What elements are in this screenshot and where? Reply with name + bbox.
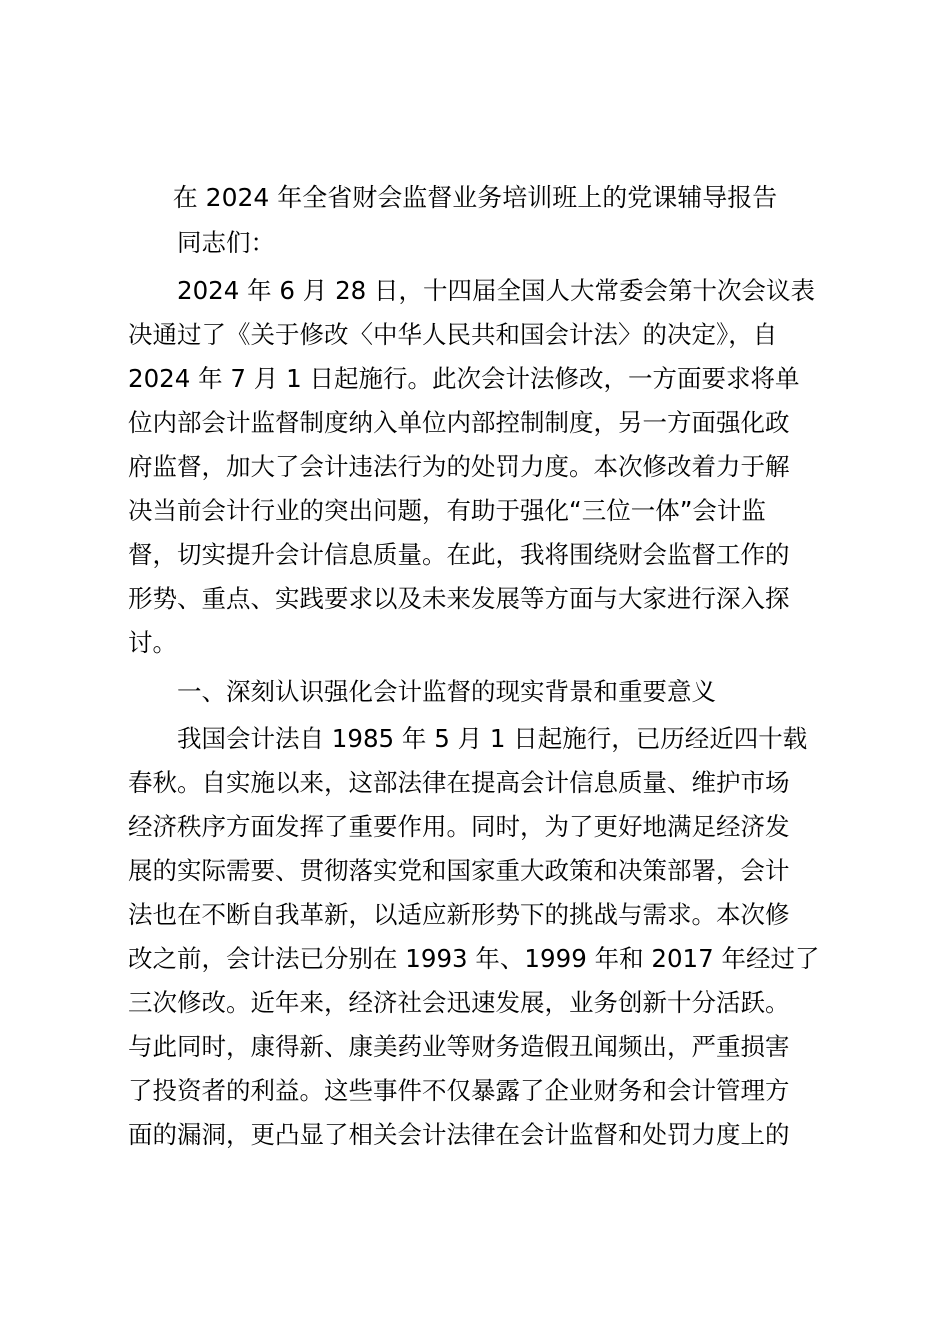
paragraph-line: 督，切实提升会计信息质量。在此，我将围绕财会监督工作的 bbox=[128, 540, 790, 569]
paragraph-line: 讨。 bbox=[128, 628, 177, 657]
section-heading: 一、深刻认识强化会计监督的现实背景和重要意义 bbox=[177, 677, 716, 706]
paragraph-line: 形势、重点、实践要求以及未来发展等方面与大家进行深入探 bbox=[128, 584, 790, 613]
paragraph-line: 我国会计法自 1985 年 5 月 1 日起施行，已历经近四十载 bbox=[177, 724, 808, 753]
paragraph-line: 法也在不断自我革新，以适应新形势下的挑战与需求。本次修 bbox=[128, 900, 790, 929]
paragraph-line: 2024 年 7 月 1 日起施行。此次会计法修改，一方面要求将单 bbox=[128, 364, 800, 393]
paragraph-line: 展的实际需要、贯彻落实党和国家重大政策和决策部署，会计 bbox=[128, 856, 790, 885]
paragraph-line: 改之前，会计法已分别在 1993 年、1999 年和 2017 年经过了 bbox=[128, 944, 820, 973]
paragraph-line: 决通过了《关于修改〈中华人民共和国会计法〉的决定》，自 bbox=[128, 320, 778, 349]
paragraph-line: 经济秩序方面发挥了重要作用。同时，为了更好地满足经济发 bbox=[128, 812, 790, 841]
paragraph-line: 面的漏洞，更凸显了相关会计法律在会计监督和处罚力度上的 bbox=[128, 1120, 790, 1149]
paragraph-line: 决当前会计行业的突出问题，有助于强化“三位一体”会计监 bbox=[128, 496, 766, 525]
salutation: 同志们： bbox=[177, 228, 275, 257]
paragraph-line: 春秋。自实施以来，这部法律在提高会计信息质量、维护市场 bbox=[128, 768, 790, 797]
paragraph-line: 府监督，加大了会计违法行为的处罚力度。本次修改着力于解 bbox=[128, 452, 790, 481]
paragraph-line: 2024 年 6 月 28 日，十四届全国人大常委会第十次会议表 bbox=[177, 276, 816, 305]
paragraph-line: 了投资者的利益。这些事件不仅暴露了企业财务和会计管理方 bbox=[128, 1076, 790, 1105]
paragraph-line: 与此同时，康得新、康美药业等财务造假丑闻频出，严重损害 bbox=[128, 1032, 790, 1061]
paragraph-line: 位内部会计监督制度纳入单位内部控制制度，另一方面强化政 bbox=[128, 408, 790, 437]
paragraph-line: 三次修改。近年来，经济社会迅速发展，业务创新十分活跃。 bbox=[128, 988, 790, 1017]
document-title: 在 2024 年全省财会监督业务培训班上的党课辅导报告 bbox=[172, 183, 778, 212]
